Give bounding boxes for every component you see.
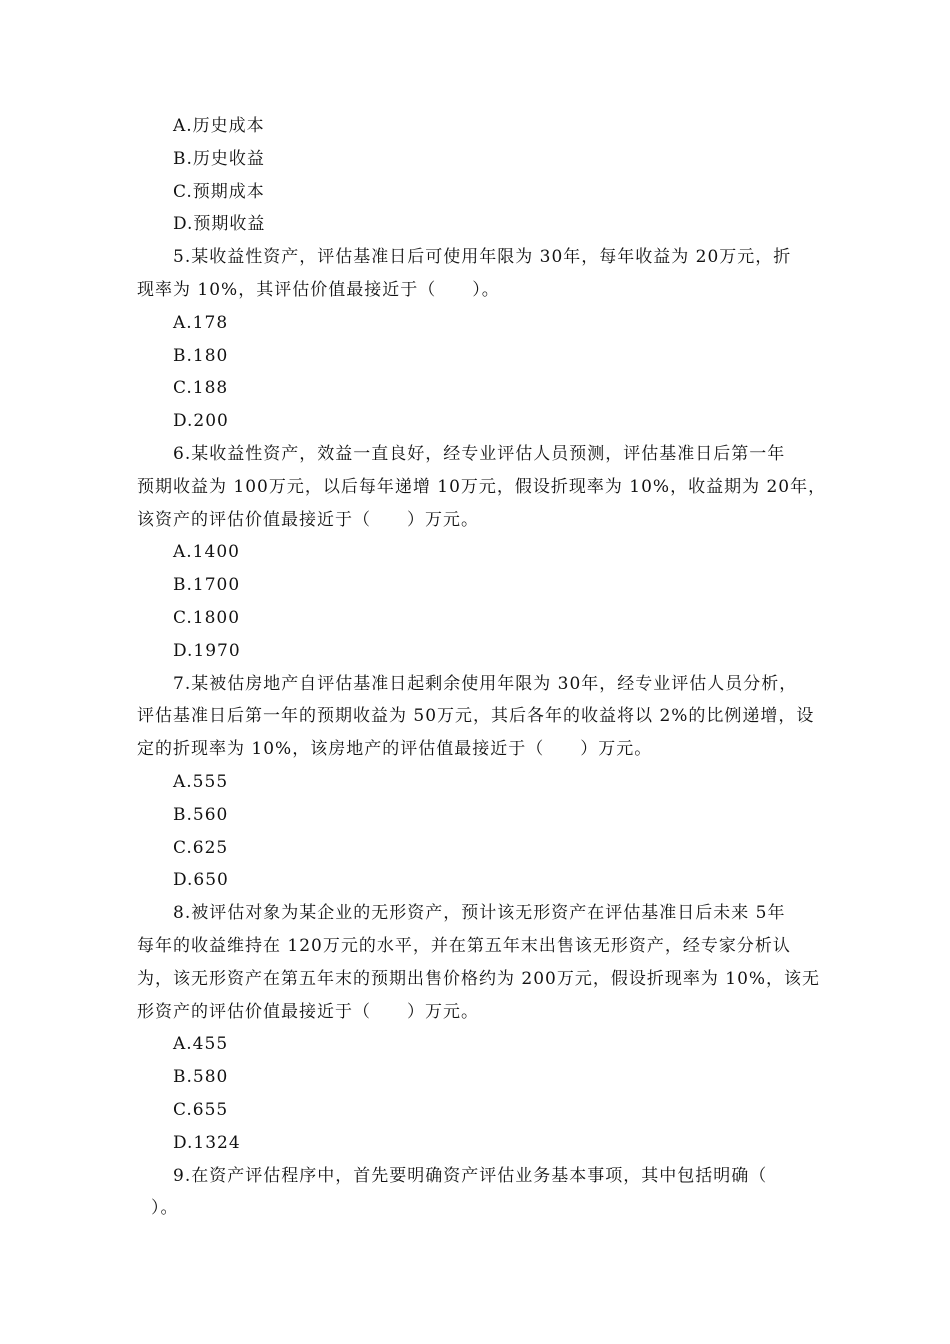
question-text: 评估基准日后第一年的预期收益为 50万元，其后各年的收益将以 2%的比例递增，设 bbox=[137, 706, 815, 727]
option-line: D.650 bbox=[173, 870, 229, 891]
question-text: 8.被评估对象为某企业的无形资产，预计该无形资产在评估基准日后未来 5年 bbox=[173, 903, 786, 924]
option-line: A.178 bbox=[173, 312, 229, 333]
question-text: 定的折现率为 10%，该房地产的评估值最接近于（ ）万元。 bbox=[137, 739, 653, 760]
question-text: 为，该无形资产在第五年末的预期出售价格约为 200万元，假设折现率为 10%，该无 bbox=[137, 968, 821, 989]
option-line: A.555 bbox=[173, 771, 229, 792]
option-line: B.560 bbox=[173, 804, 229, 825]
question-text: 该资产的评估价值最接近于（ ）万元。 bbox=[137, 509, 479, 530]
question-text: 5.某收益性资产，评估基准日后可使用年限为 30年，每年收益为 20万元，折 bbox=[173, 247, 792, 268]
question-text: 现率为 10%，其评估价值最接近于（ ）。 bbox=[137, 279, 500, 300]
option-line: A.历史成本 bbox=[173, 116, 265, 136]
option-line: C.1800 bbox=[173, 607, 241, 628]
option-line: D.200 bbox=[173, 411, 229, 432]
question-8 bbox=[137, 897, 837, 1159]
option-line: D.预期收益 bbox=[173, 214, 266, 235]
question-text: 6.某收益性资产，效益一直良好，经专业评估人员预测，评估基准日后第一年 bbox=[173, 443, 786, 464]
question-7 bbox=[137, 668, 837, 898]
option-line: C.预期成本 bbox=[173, 181, 265, 202]
question-text: 预期收益为 100万元，以后每年递增 10万元，假设折现率为 10%，收益期为 20年， bbox=[137, 476, 827, 497]
question-6 bbox=[137, 438, 837, 668]
question-5 bbox=[137, 241, 837, 438]
option-line: D.1324 bbox=[173, 1132, 241, 1153]
option-line: B.1700 bbox=[173, 575, 241, 596]
document-body bbox=[137, 110, 837, 1225]
option-line: C.188 bbox=[173, 378, 229, 399]
option-line: A.1400 bbox=[173, 542, 240, 563]
option-line: B.历史收益 bbox=[173, 148, 265, 169]
option-line: B.180 bbox=[173, 345, 229, 366]
option-line: B.580 bbox=[173, 1067, 229, 1088]
question-text: ）。 bbox=[151, 1198, 179, 1219]
option-line: C.625 bbox=[173, 837, 229, 858]
option-line: C.655 bbox=[173, 1099, 229, 1120]
question-text: 7.某被估房地产自评估基准日起剩余使用年限为 30年，经专业评估人员分析， bbox=[173, 673, 798, 694]
question-text: 每年的收益维持在 120万元的水平，并在第五年末出售该无形资产，经专家分析认 bbox=[137, 935, 791, 956]
option-line: D.1970 bbox=[173, 640, 241, 661]
question-text: 9.在资产评估程序中，首先要明确资产评估业务基本事项，其中包括明确（ bbox=[173, 1165, 768, 1186]
option-line: A.455 bbox=[173, 1034, 229, 1055]
question-9 bbox=[137, 1160, 837, 1226]
question-text: 形资产的评估价值最接近于（ ）万元。 bbox=[137, 1001, 479, 1022]
